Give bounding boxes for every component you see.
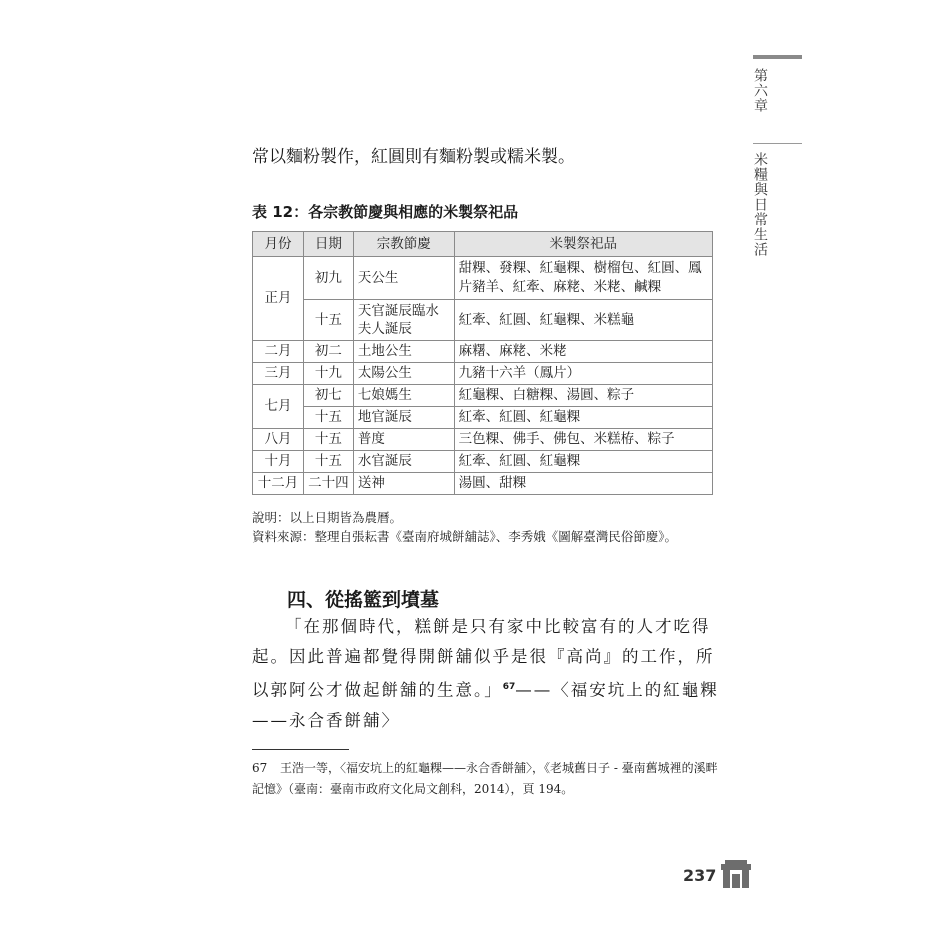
festival-cell: 普度 — [353, 429, 454, 451]
table-row — [253, 429, 713, 451]
date-cell: 十五 — [303, 407, 353, 429]
month-cell: 七月 — [253, 385, 304, 429]
festival-cell: 七娘媽生 — [353, 385, 454, 407]
column-header-offerings: 米製祭祀品 — [454, 232, 712, 257]
festival-cell: 土地公生 — [353, 341, 454, 363]
section-heading: 四、從搖籃到墳墓 — [287, 589, 440, 611]
date-cell: 二十四 — [303, 473, 353, 495]
date-cell: 初七 — [303, 385, 353, 407]
festival-cell: 天公生 — [353, 257, 454, 300]
offerings-cell: 紅龜粿、白糖粿、湯圓、粽子 — [454, 385, 712, 407]
month-cell: 八月 — [253, 429, 304, 451]
table-row — [253, 363, 713, 385]
building-icon — [720, 860, 752, 888]
lead-paragraph: 常以麵粉製作，紅圓則有麵粉製或糯米製。 — [252, 147, 575, 167]
table-row — [253, 407, 713, 429]
table-row — [253, 341, 713, 363]
footnote-ref[interactable]: 67 — [502, 682, 516, 692]
chapter-label: 第六章 — [752, 68, 768, 113]
offerings-cell: 九豬十六羊（鳳片） — [454, 363, 712, 385]
offerings-table — [252, 231, 713, 495]
month-cell: 正月 — [253, 257, 304, 341]
offerings-cell: 紅牽、紅圓、紅龜粿 — [454, 451, 712, 473]
date-cell: 十五 — [303, 300, 353, 341]
footnote-number: 67 — [252, 761, 268, 775]
column-header-month: 月份 — [253, 232, 304, 257]
page-number: 237 — [683, 866, 717, 885]
column-header-festival: 宗教節慶 — [353, 232, 454, 257]
date-cell: 十五 — [303, 451, 353, 473]
month-cell: 十月 — [253, 451, 304, 473]
table-row — [253, 300, 713, 341]
quote-text: 「在那個時代，糕餅是只有家中比較富有的人才吃得起。因此普遍都覺得開餅舖似乎是很『高尚』的工作，所以郭阿公才做起餅舖的生意。」 — [252, 617, 715, 700]
offerings-cell: 麻糬、麻粩、米粩 — [454, 341, 712, 363]
date-cell: 初二 — [303, 341, 353, 363]
column-header-date: 日期 — [303, 232, 353, 257]
offerings-cell: 三色粿、佛手、佛包、米糕栫、粽子 — [454, 429, 712, 451]
offerings-cell: 湯圓、甜粿 — [454, 473, 712, 495]
chapter-tab-bar — [753, 55, 802, 59]
month-cell: 十二月 — [253, 473, 304, 495]
footnote-text: 王浩一等，〈福安坑上的紅龜粿——永合香餅舖〉，《老城舊日子 - 臺南舊城裡的溪畔記憶》（臺南：臺南市政府文化局文創科，2014），頁 194。 — [252, 761, 718, 796]
chapter-tab-divider — [753, 143, 802, 144]
footnote-divider — [252, 749, 349, 750]
festival-cell: 太陽公生 — [353, 363, 454, 385]
date-cell: 十九 — [303, 363, 353, 385]
date-cell: 初九 — [303, 257, 353, 300]
table-row — [253, 473, 713, 495]
festival-cell: 送神 — [353, 473, 454, 495]
section-label: 米糧與日常生活 — [752, 152, 768, 257]
footnote — [252, 758, 722, 800]
offerings-cell: 紅牽、紅圓、紅龜粿 — [454, 407, 712, 429]
table-source: 資料來源：整理自張耘書《臺南府城餅舖誌》、李秀娥《圖解臺灣民俗節慶》。 — [252, 529, 678, 544]
month-cell: 三月 — [253, 363, 304, 385]
offerings-cell: 紅牽、紅圓、紅龜粿、米糕龜 — [454, 300, 712, 341]
month-cell: 二月 — [253, 341, 304, 363]
quote-citation: ——〈福安坑上的紅龜粿——永合香餅舖〉 — [252, 680, 719, 730]
quote-paragraph — [252, 612, 720, 736]
table-header-row — [253, 232, 713, 257]
table-caption: 表 12：各宗教節慶與相應的米製祭祀品 — [252, 203, 519, 221]
festival-cell: 水官誕辰 — [353, 451, 454, 473]
table-row — [253, 385, 713, 407]
date-cell: 十五 — [303, 429, 353, 451]
table-row — [253, 257, 713, 300]
table-row — [253, 451, 713, 473]
festival-cell: 地官誕辰 — [353, 407, 454, 429]
festival-cell: 天官誕辰臨水夫人誕辰 — [353, 300, 454, 341]
offerings-cell: 甜粿、發粿、紅龜粿、樹榴包、紅圓、鳳片豬羊、紅牽、麻粩、米粩、鹹粿 — [454, 257, 712, 300]
table-note: 說明：以上日期皆為農曆。 — [252, 510, 403, 525]
